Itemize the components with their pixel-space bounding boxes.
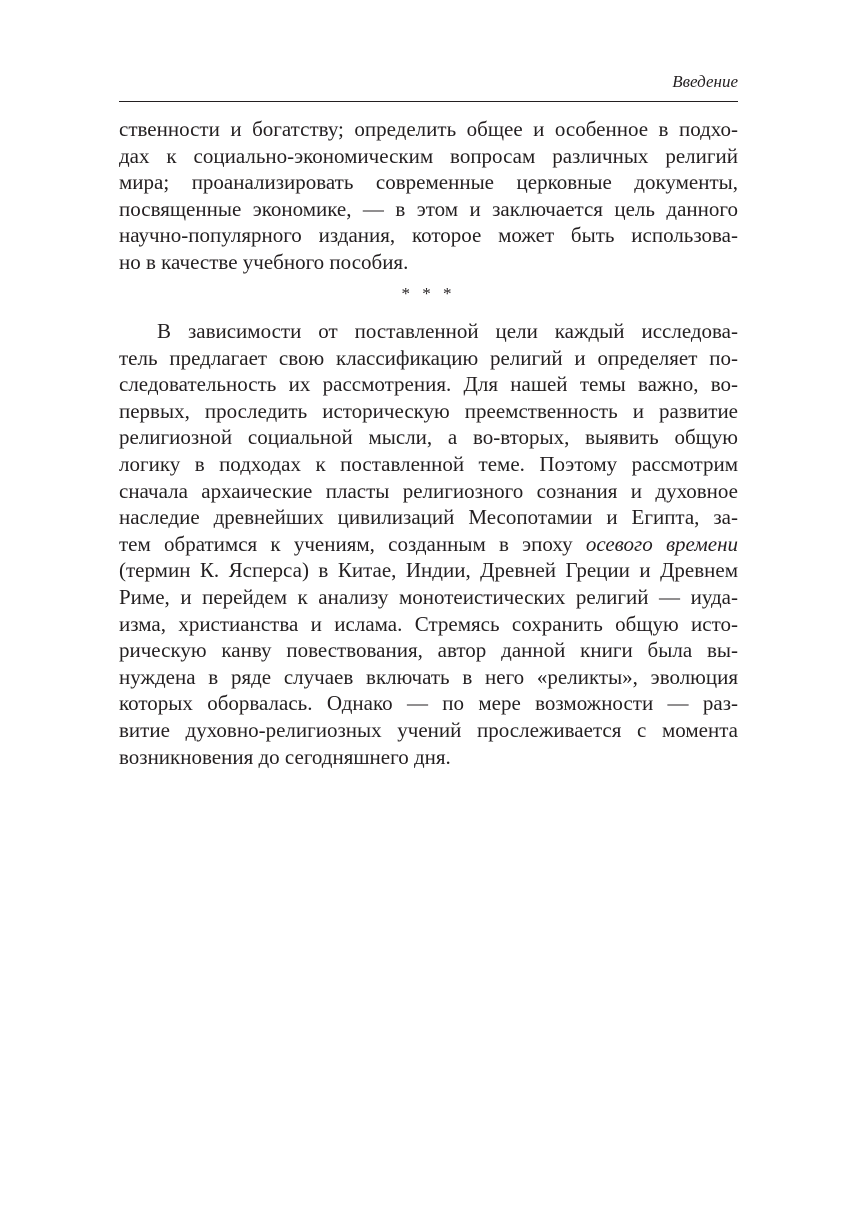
- header-rule: [119, 101, 738, 102]
- text-line: ственности и богатству; определить общее и особенное в подхо-: [119, 117, 738, 141]
- text-line: логику в подходах к поставленной теме. Поэтому рассмотрим: [119, 451, 738, 476]
- text-line: следовательность их рассмотрения. Для нашей темы важно, во-: [119, 372, 738, 397]
- text-line: тель предлагает свою классификацию религий и определяет по-: [119, 345, 738, 370]
- paragraph-1: [119, 116, 738, 276]
- text-line: возникновения до сегодняшнего дня.: [119, 744, 451, 769]
- italic-term: осевого времени: [585, 531, 738, 556]
- text-line: религиозной социальной мысли, а во-вторых, выявить общую: [119, 425, 738, 450]
- text-line: нуждена в ряде случаев включать в него «реликты», эволюция: [119, 664, 738, 689]
- text-line: которых оборвалась. Однако — по мере возможности — раз-: [119, 691, 738, 716]
- text-line: В зависимости от поставленной цели каждый исследова-: [157, 319, 738, 343]
- text-line: мира; проанализировать современные церковные документы,: [119, 170, 738, 195]
- section-separator: * * *: [401, 284, 456, 303]
- text-line: Риме, и перейдем к анализу монотеистических религий — иуда-: [119, 584, 738, 609]
- text-line: научно-популярного издания, которое может быть использова-: [119, 223, 738, 248]
- text-line: рическую канву повествования, автор данной книги была вы-: [119, 638, 738, 663]
- text-line: но в качестве учебного пособия.: [119, 249, 409, 274]
- text-line: дах к социально-экономическим вопросам различных религий: [119, 143, 738, 168]
- text-line-with-italic: [119, 531, 738, 558]
- text-line: посвященные экономике, — в этом и заключается цель данного: [119, 196, 738, 221]
- text-segment: тем обратимся к учениям, созданным в эпоху: [119, 531, 586, 556]
- running-head: Введение: [672, 72, 738, 91]
- text-line: наследие древнейших цивилизаций Месопотамии и Египта, за-: [119, 505, 738, 530]
- paragraph-2: [119, 318, 738, 770]
- text-line: витие духовно-религиозных учений прослеживается с момента: [119, 717, 738, 742]
- text-line: первых, проследить историческую преемственность и развитие: [119, 398, 738, 423]
- text-line: сначала архаические пласты религиозного сознания и духовное: [119, 478, 738, 503]
- text-line: изма, христианства и ислама. Стремясь сохранить общую исто-: [119, 611, 738, 636]
- text-line: (термин К. Ясперса) в Китае, Индии, Древней Греции и Древнем: [119, 558, 738, 583]
